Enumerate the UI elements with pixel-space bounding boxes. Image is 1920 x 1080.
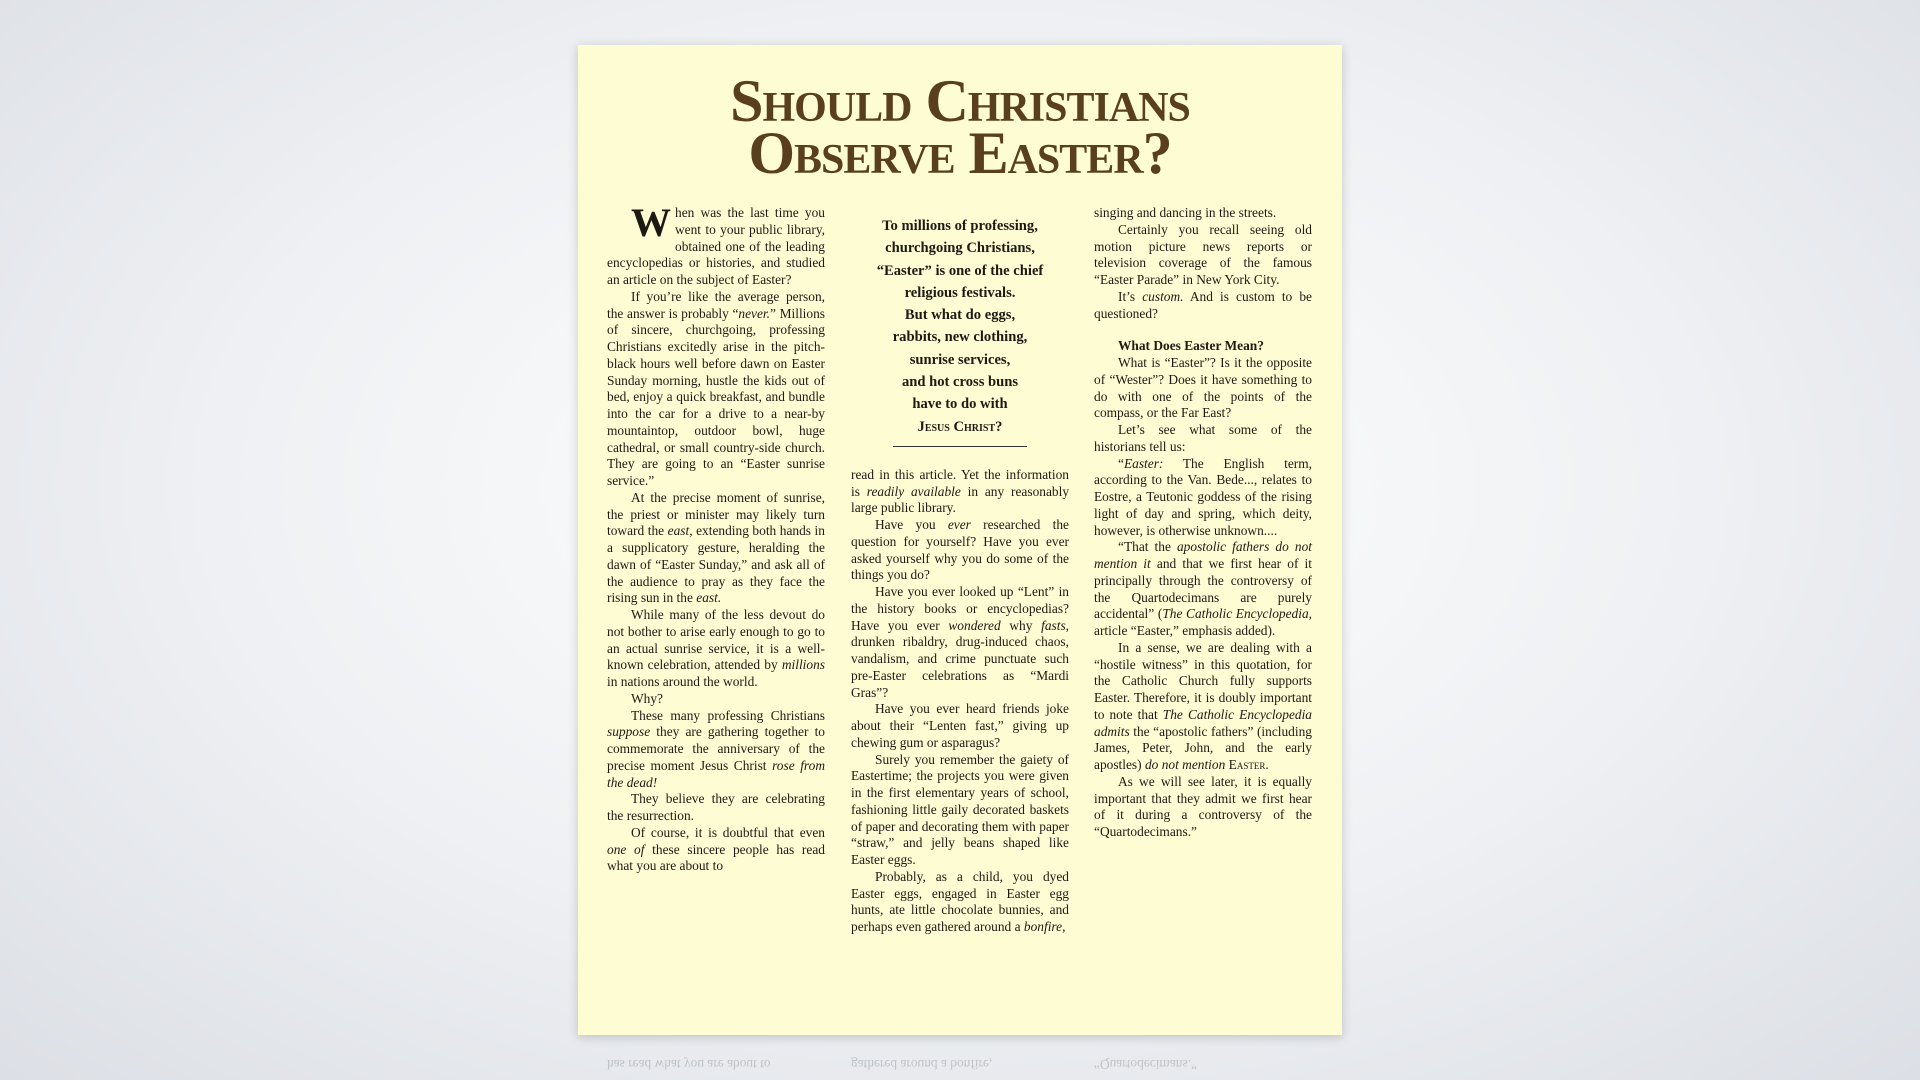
col3-paragraph-6: “That the apostolic fathers do not mention it and that we first hear of it principally through the controversy of the Quartodecimans are purely accidental” (The Catholic Encyclopedia, article “Easter,” emphasis added). xyxy=(1094,539,1312,638)
column-1 xyxy=(607,200,826,875)
col3-paragraph-8: As we will see later, it is equally important that they admit we first hear of it during a controversy of the “Quartodecimans.” xyxy=(1094,773,1312,839)
title-line-1: Should Christians xyxy=(730,68,1190,134)
col1-paragraph-2: If you’re like the average person, the answer is probably “never.” Millions of sincere, churchgoing, professing Christians excitedly arise in the pitch-black hours well before dawn on Easter Sunday morning, hustle the kids out of bed, enjoy a quick breakfast, and bundle into the car for a drive to a near-by mountaintop, outdoor bowl, huge cathedral, or small country-side church. They are going to an “Easter sunrise service.” xyxy=(607,288,825,488)
col2-paragraph-3: Have you ever looked up “Lent” in the history books or encyclopedias? Have you ever wondered why fasts, drunken ribaldry, drug-induced chaos, vandalism, and crime punctuate such pre-Easter celebrations as “Mardi Gras”? xyxy=(851,584,1069,700)
col1-paragraph-3: At the precise moment of sunrise, the priest or minister may likely turn toward the east, extending both hands in a supplicatory gesture, heralding the dawn of “Easter Sunday,” and ask all of the audience to pray as they face the rising sun in the east. xyxy=(607,489,825,606)
column-3 xyxy=(1094,205,1312,841)
col3-paragraph-2: It’s custom. And is custom to be questioned? xyxy=(1094,288,1312,321)
section-subheading: What Does Easter Mean? xyxy=(1118,338,1264,354)
col2-paragraph-5: Surely you remember the gaiety of Eastertime; the projects you were given in the first elementary years of school, fashioning little gaily decorated baskets of paper and decorating them with paper “straw,” and jelly beans shaped like Easter eggs. xyxy=(851,751,1069,868)
col1-paragraph-4: While many of the less devout do not bother to arise early enough to go to an actual sunrise service, it is a well-known celebration, attended by millions in nations around the world. xyxy=(607,607,825,689)
pull-quote: To millions of professing, churchgoing Christians, “Easter” is one of the chief religious festivals. But what do eggs, rabbits, new clothing, sunrise services, and hot cross buns have to do with Jesus Christ? xyxy=(851,205,1069,447)
drop-cap: W xyxy=(631,200,671,245)
col3-paragraph-7: In a sense, we are dealing with a “hostile witness” in this quotation, for the Catholic Church fully supports Easter. Therefore, it is doubly important to note that The Catholic Encyclopedia admits the “apostolic fathers” (including James, Peter, John, and the early apostles) do not mention Easter. xyxy=(1094,639,1313,772)
col1-paragraph-5: Why? xyxy=(631,690,663,706)
col1-paragraph-6: These many professing Christians suppose they are gathering together to commemorate the anniversary of the precise moment Jesus Christ rose from the dead! xyxy=(607,707,826,790)
column-2 xyxy=(851,205,1069,936)
col1-paragraph-1: When was the last time you went to your public library, obtained one of the leading encyclopedias or histories, and studied an article on the subject of Easter? xyxy=(607,200,825,287)
pull-quote-rule xyxy=(893,446,1027,447)
col1-paragraph-7: They believe they are celebrating the resurrection. xyxy=(607,791,825,823)
col2-paragraph-4: Have you ever heard friends joke about their “Lenten fast,” giving up chewing gum or asparagus? xyxy=(851,701,1069,750)
col3-paragraph-0: singing and dancing in the streets. xyxy=(1094,205,1277,220)
col3-paragraph-1: Certainly you recall seeing old motion picture news reports or television coverage of the famous “Easter Parade” in New York City. xyxy=(1094,221,1312,287)
title-line-2: Observe Easter? xyxy=(748,120,1172,186)
col1-paragraph-8: Of course, it is doubtful that even one of these sincere people has read what you are about to xyxy=(607,824,825,874)
col3-paragraph-3: What is “Easter”? Is it the opposite of “Wester”? Does it have something to do with one of the points of the compass, or the Far East? xyxy=(1094,355,1312,421)
article-title xyxy=(578,68,1342,186)
col2-paragraph-1: read in this article. Yet the information is readily available in any reasonably large public library. xyxy=(851,466,1070,516)
page-reflection: has read what you are about to gathered around a bonfire, “Quartodecimans.” xyxy=(607,1057,1197,1072)
col3-paragraph-4: Let’s see what some of the historians tell us: xyxy=(1094,422,1312,454)
magazine-page xyxy=(578,45,1342,1035)
col3-paragraph-5: “Easter: The English term, according to the Van. Bede..., relates to Eostre, a Teutonic goddess of the rising light of day and spring, which deity, however, is otherwise unknown.... xyxy=(1094,455,1312,538)
col2-paragraph-2: Have you ever researched the question for yourself? Have you ever asked yourself why you do some of the things you do? xyxy=(851,517,1069,583)
col2-paragraph-6: Probably, as a child, you dyed Easter eggs, engaged in Easter egg hunts, ate little chocolate bunnies, and perhaps even gathered around a bonfire, xyxy=(851,868,1069,935)
